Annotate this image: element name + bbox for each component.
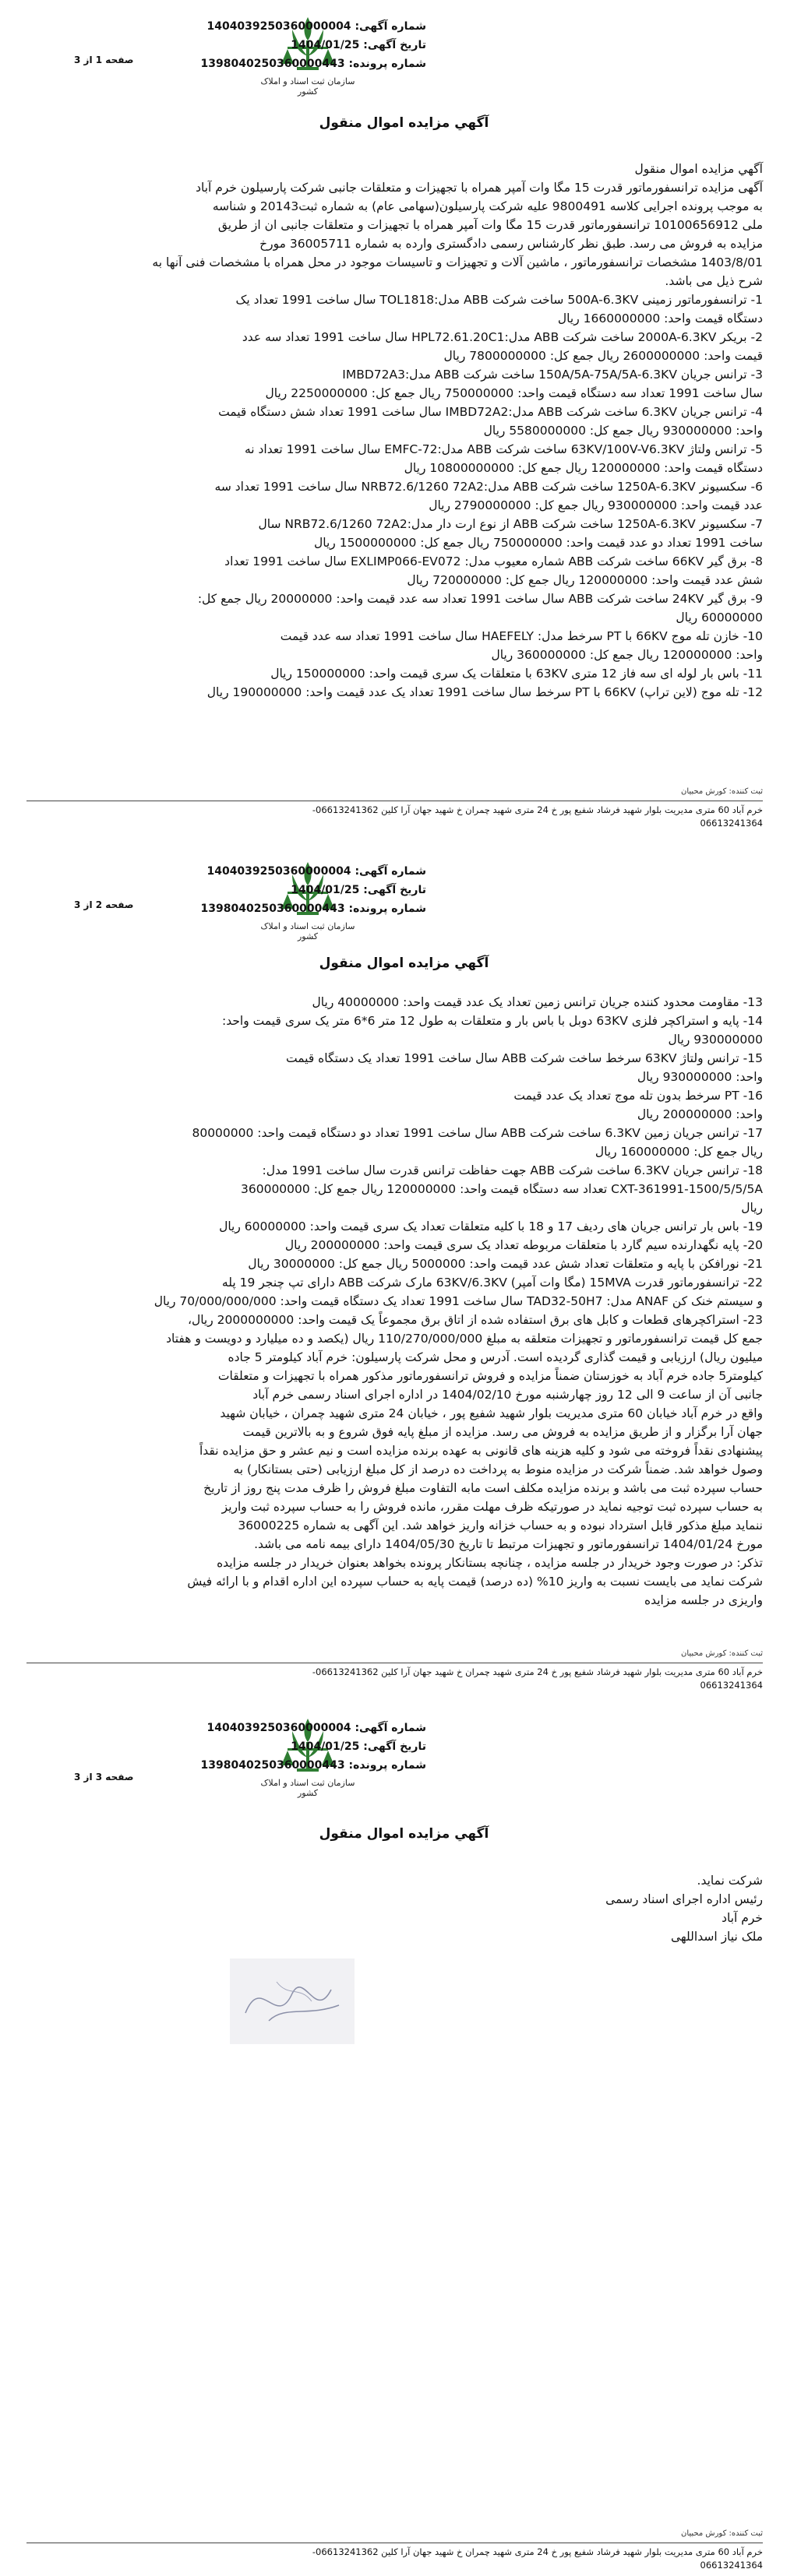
body-line: 12- تله موج (لاین تراپ) 66KV با PT سرخط سال ساخت 1991 تعداد یک عدد قیمت واحد: 190000000 ریال bbox=[206, 685, 763, 699]
signer-name: کورش محبیان bbox=[680, 787, 727, 796]
body-line: 10- خازن تله موج 66KV با PT سرخط مدل: HAEFELY سال ساخت 1991 تعداد سه عدد قیمت bbox=[280, 629, 763, 643]
body-line: جهان آرا برگزار و از طریق مزایده به فروش می رسد. مزایده از مبلغ پایه فوق شروع و به بالاترین قیمت bbox=[242, 1425, 763, 1439]
body-line: سال ساخت 1991 تعداد سه دستگاه قیمت واحد: 750000000 ریال جمع کل: 2250000000 ریال bbox=[265, 386, 763, 400]
ad-meta bbox=[201, 1719, 426, 1775]
page-title: آگهي مزايده اموال منقول bbox=[319, 955, 489, 971]
ad-meta bbox=[201, 862, 426, 918]
body-line: 16- PT سرخط بدون تله موج تعداد یک عدد قیمت bbox=[513, 1089, 763, 1103]
ad-date-label: تاریخ آگهی: bbox=[363, 884, 426, 896]
case-number: 1398040250360000443 bbox=[200, 903, 345, 915]
page-number: صفحه 1 از 3 bbox=[74, 55, 134, 65]
ad-number: 1404039250360000004 bbox=[206, 865, 351, 878]
body-line: واریزی در جلسه مزایده bbox=[644, 1593, 763, 1607]
body-line: 11- باس بار لوله ای سه فاز 12 متری 63KV با متعلقات یک سری قیمت واحد: 150000000 ریال bbox=[270, 667, 763, 681]
signer-name: کورش محبیان bbox=[680, 2529, 727, 2538]
ad-date: 1404/01/25 bbox=[291, 39, 360, 51]
body-line: 17- ترانس جریان زمین 6.3KV ساخت شرکت ABB سال ساخت 1991 تعداد دو دستگاه قیمت واحد: 80000000 bbox=[192, 1126, 763, 1140]
body-line: 23- استراکچرهای قطعات و کابل های برق استفاده شده از اتاق برق مجموعاً یک قیمت واحد: 2000000000 ریال، bbox=[187, 1313, 763, 1327]
body-line: 4- ترانس جریان 6.3KV ساخت شرکت ABB مدل:IMBD72A2 سال ساخت 1991 تعداد شش دستگاه قیمت bbox=[218, 405, 763, 419]
page-3 bbox=[0, 1701, 808, 2574]
body-line: 19- باس بار ترانس جریان های ردیف 17 و 18 با کلیه متعلقات تعداد یک سری قیمت واحد: 60000000 ریال bbox=[219, 1219, 763, 1233]
body-line: آگهی مزایده ترانسفورماتور قدرت 15 مگا وات آمپر همراه با تجهیزات و متعلقات جانبی شرکت پارسیلون خرم آباد bbox=[196, 181, 763, 195]
footer-phone: 06613241364 bbox=[700, 1680, 763, 1691]
body-line: 13- مقاومت محدود کننده جریان ترانس زمین تعداد یک عدد قیمت واحد: 40000000 ریال bbox=[312, 995, 763, 1009]
case-number: 1398040250360000443 bbox=[200, 1759, 345, 1772]
page-number: صفحه 2 از 3 bbox=[74, 899, 134, 910]
ad-number: 1404039250360000004 bbox=[206, 1722, 351, 1734]
page-footer bbox=[26, 785, 763, 830]
body-line: 15- ترانس ولتاژ 63KV سرخط ساخت شرکت ABB سال ساخت 1991 تعداد یک دستگاه قیمت bbox=[285, 1051, 763, 1065]
footer-phone: 06613241364 bbox=[700, 2560, 763, 2571]
ad-number: 1404039250360000004 bbox=[206, 20, 351, 33]
body-line: شرکت نماید. bbox=[697, 1874, 763, 1888]
body-line: آگهي مزايده اموال منقول bbox=[634, 162, 763, 176]
footer-phone: 06613241364 bbox=[700, 818, 763, 829]
body-line: دستگاه قیمت واحد: 120000000 ریال جمع کل: 10800000000 ریال bbox=[404, 461, 763, 475]
ad-date-label: تاریخ آگهی: bbox=[363, 39, 426, 51]
footer-address: خرم آباد 60 متری مدیریت بلوار شهید فرشاد شفیع پور خ 24 متری شهید چمران خ شهید جهان آرا کلین 06613241362- bbox=[312, 2546, 763, 2557]
emblem-caption: سازمان ثبت اسناد و املاک کشور bbox=[260, 76, 355, 97]
signature-block bbox=[15, 1871, 763, 1946]
signer-label: ثبت کننده: bbox=[729, 2529, 763, 2538]
signer-title: رئیس اداره اجرای اسناد رسمی bbox=[605, 1892, 763, 1906]
page-2 bbox=[0, 845, 808, 1694]
body-line: 2- بریکر 2000A-6.3KV ساخت شرکت ABB مدل:HPL72.61.20C1 سال ساخت 1991 تعداد سه عدد bbox=[242, 330, 763, 344]
page-1 bbox=[0, 0, 808, 837]
body-line: 6- سکسیونر 1250A-6.3KV ساخت شرکت ABB مدل:NRB72.6/1260 72A2 سال ساخت 1991 تعداد سه bbox=[214, 480, 763, 494]
emblem-caption: سازمان ثبت اسناد و املاک کشور bbox=[260, 921, 355, 941]
signature-image bbox=[230, 1958, 355, 2044]
official-name: ملک نیاز اسداللهی bbox=[670, 1930, 763, 1944]
case-number-label: شماره پرونده: bbox=[348, 58, 426, 70]
ad-body bbox=[15, 993, 763, 1610]
body-line: ننماید مبلغ مذکور قابل استرداد نبوده و به حساب خزانه واریز خواهد شد. این آگهی به شماره 36000225 bbox=[238, 1519, 763, 1533]
body-line: شرکت نماید می بایست نسبت به واریز 10% (ده درصد) قیمت پایه به حساب سپرده این اداره اقدام و با ارائه فیش bbox=[187, 1575, 763, 1589]
page-title: آگهي مزايده اموال منقول bbox=[319, 115, 489, 131]
signer-city: خرم آباد bbox=[722, 1911, 763, 1925]
signer-label: ثبت کننده: bbox=[729, 1649, 763, 1658]
emblem-caption: سازمان ثبت اسناد و املاک کشور bbox=[260, 1778, 355, 1798]
ad-date-label: تاریخ آگهی: bbox=[363, 1740, 426, 1753]
body-line: شش عدد قیمت واحد: 120000000 ریال جمع کل: 720000000 ریال bbox=[407, 573, 763, 587]
body-line: 3- ترانس جریان 150A/5A-75A/5A-6.3KV ساخت شرکت ABB مدل:IMBD72A3 bbox=[342, 368, 763, 382]
body-line: CXT-361991-1500/5/5/5A تعداد سه دستگاه قیمت واحد: 120000000 ریال جمع کل: 360000000 bbox=[241, 1182, 763, 1196]
body-line: مزایده به فروش می رسد. طبق نظر کارشناس رسمی دادگستری وارده به شماره 36005711 مورخ bbox=[259, 237, 763, 251]
body-line: عدد قیمت واحد: 930000000 ریال جمع کل: 2790000000 ریال bbox=[429, 498, 763, 512]
body-line: 1- ترانسفورماتور زمینی 500A-6.3KV ساخت شرکت ABB مدل:TOL1818 سال ساخت 1991 تعداد یک bbox=[235, 293, 763, 307]
body-line: 9- برق گیر 24KV ساخت شرکت ABB سال ساخت 1991 تعداد سه عدد قیمت واحد: 20000000 ریال جمع کل: bbox=[197, 592, 763, 606]
body-line: جانبی آن از ساعت 9 الی 12 روز چهارشنبه مورخ 1404/02/10 در اداره اجرای اسناد رسمی خرم آباد bbox=[252, 1388, 763, 1402]
body-line: به حساب سپرده ثبت توجیه نماید در صورتیکه ظرف مهلت مقرر، مانده فروش را به حساب سپرده ثبت واریز bbox=[221, 1500, 763, 1514]
ad-meta bbox=[201, 17, 426, 73]
body-line: واحد: 200000000 ریال bbox=[637, 1107, 763, 1121]
body-line: وصول خواهد شد. ضمناً شرکت در مزایده منوط به پرداخت ده درصد از کل مبلغ ارزیابی (حتی بستانکار) به bbox=[233, 1462, 763, 1476]
body-line: مورخ 1404/01/24 ترانسفورماتور و تجهیزات مرتبط تا تاریخ 1404/05/30 دارای بیمه نامه می باشد. bbox=[254, 1537, 763, 1551]
page-title: آگهي مزايده اموال منقول bbox=[319, 1826, 489, 1842]
body-line: 20- پایه نگهدارنده سیم گارد با متعلقات مربوطه تعداد یک سری قیمت واحد: 200000000 ریال bbox=[284, 1238, 763, 1252]
body-line: 21- نورافکن با پایه و متعلقات تعداد شش عدد قیمت واحد: 5000000 ریال جمع کل: 30000000 ریال bbox=[248, 1257, 763, 1271]
body-line: ریال bbox=[741, 1201, 763, 1215]
body-line: 60000000 ریال bbox=[676, 611, 763, 625]
case-number-label: شماره پرونده: bbox=[348, 1759, 426, 1772]
body-line: 22- ترانسفورماتور قدرت 15MVA (مگا وات آمپر) 63KV/6.3KV مارک شرکت ABB دارای تپ چنجر 19 پله bbox=[221, 1276, 763, 1290]
body-line: ریال جمع کل: 160000000 ریال bbox=[595, 1145, 763, 1159]
body-line: به موجب پرونده اجرایی کلاسه 9800491 علیه شرکت پارسیلون(سهامی عام) به شماره ثبت20143 و شناسه bbox=[212, 199, 763, 213]
ad-number-label: شماره آگهی: bbox=[355, 865, 426, 878]
ad-number-label: شماره آگهی: bbox=[355, 1722, 426, 1734]
body-line: ملی 10100656912 ترانسفورماتور قدرت 15 مگا وات آمپر همراه با تجهیزات و متعلقات جانبی ان از طریق bbox=[217, 218, 763, 232]
body-line: 8- برق گیر 66KV ساخت شرکت ABB شماره معیوب مدل: EXLIMP066-EV072 سال ساخت 1991 تعداد bbox=[224, 554, 763, 568]
ad-number-label: شماره آگهی: bbox=[355, 20, 426, 33]
body-line: واحد: 120000000 ریال جمع کل: 360000000 ریال bbox=[491, 648, 763, 662]
body-line: دستگاه قیمت واحد: 1660000000 ریال bbox=[557, 311, 763, 326]
body-line: واحد: 930000000 ریال جمع کل: 5580000000 ریال bbox=[483, 424, 763, 438]
body-line: شرح ذیل می باشد. bbox=[665, 274, 763, 288]
body-line: 1403/8/01 مشخصات ترانسفورماتور ، ماشین آلات و تجهیزات و تاسیسات موجود در محل همراه با مشخصات فنی آنها به bbox=[152, 255, 763, 269]
body-line: و سیستم خنک کن ANAF مدل: TAD32-50H7 سال ساخت 1991 تعداد یک دستگاه قیمت واحد: 70/000/000/000 ریال bbox=[153, 1294, 763, 1308]
signer-label: ثبت کننده: bbox=[729, 787, 763, 796]
ad-date: 1404/01/25 bbox=[291, 884, 360, 896]
body-line: کیلومتر5 جاده خرم آباد به خوزستان ضمناً مزایده و فروش ترانسفورماتور مذکور همراه با تجهیزات و متعلقات bbox=[217, 1369, 763, 1383]
body-line: پیشنهادی نقداً فروخته می شود و کلیه هزینه های قانونی به عهده برنده مزایده است و نیم عشر و حق مزایده نقداً bbox=[199, 1444, 763, 1458]
body-line: 14- پایه و استراکچر فلزی 63KV دوبل با باس بار و متعلقات به طول 12 متر 6*6 متر یک سری قیمت واحد: bbox=[221, 1014, 763, 1028]
case-number: 1398040250360000443 bbox=[200, 58, 345, 70]
page-footer bbox=[26, 1647, 763, 1692]
case-number-label: شماره پرونده: bbox=[348, 903, 426, 915]
body-line: 18- ترانس جریان 6.3KV ساخت شرکت ABB جهت حفاظت ترانس قدرت سال ساخت 1991 مدل: bbox=[262, 1163, 763, 1177]
signer-name: کورش محبیان bbox=[680, 1649, 727, 1658]
ad-body bbox=[15, 160, 763, 702]
body-line: قیمت واحد: 2600000000 ریال جمع کل: 7800000000 ریال bbox=[443, 349, 763, 363]
footer-address: خرم آباد 60 متری مدیریت بلوار شهید فرشاد شفیع پور خ 24 متری شهید چمران خ شهید جهان آرا کلین 06613241362- bbox=[312, 1666, 763, 1677]
page-number: صفحه 3 از 3 bbox=[74, 1772, 134, 1782]
body-line: واحد: 930000000 ریال bbox=[637, 1070, 763, 1084]
body-line: جمع کل قیمت ترانسفورماتور و تجهیزات متعلقه به مبلغ 110/270/000/000 ریال (یکصد و ده میلیارد و دویست و هفتاد bbox=[166, 1332, 763, 1346]
body-line: تذکر: در صورت وجود خریدار در جلسه مزایده ، چنانچه بستانکار پرونده بخواهد بعنوان خریدار در جلسه مزایده bbox=[217, 1556, 763, 1570]
body-line: 7- سکسیونر 1250A-6.3KV ساخت شرکت ABB از نوع ارت دار مدل:NRB72.6/1260 72A2 سال bbox=[258, 517, 763, 531]
ad-date: 1404/01/25 bbox=[291, 1740, 360, 1753]
body-line: ساخت 1991 تعداد دو عدد قیمت واحد: 750000000 ریال جمع کل: 1500000000 ریال bbox=[313, 536, 763, 550]
body-line: واقع در خرم آباد خیابان 60 متری مدیریت بلوار شهید شفیع پور ، خیابان 24 متری شهید چمران ، خیابان شهید bbox=[220, 1406, 763, 1420]
footer-address: خرم آباد 60 متری مدیریت بلوار شهید فرشاد شفیع پور خ 24 متری شهید چمران خ شهید جهان آرا کلین 06613241362- bbox=[312, 804, 763, 815]
body-line: میلیون ریال) ارزیابی و قیمت گذاری گردیده است. آدرس و محل شرکت پارسیلون: خرم آباد کیلومتر 5 جاده bbox=[228, 1350, 763, 1364]
body-line: 930000000 ریال bbox=[668, 1033, 763, 1047]
body-line: حساب سپرده ثبت می باشد و برنده مزایده مکلف است مابه التفاوت مبلغ فروش را ظرف مدت پنج روز از تاریخ bbox=[203, 1481, 763, 1495]
body-line: 5- ترانس ولتاژ 63KV/100V-V6.3KV ساخت شرکت ABB مدل:EMFC-72 سال ساخت 1991 تعداد نه bbox=[244, 442, 763, 456]
page-footer bbox=[26, 2527, 763, 2572]
